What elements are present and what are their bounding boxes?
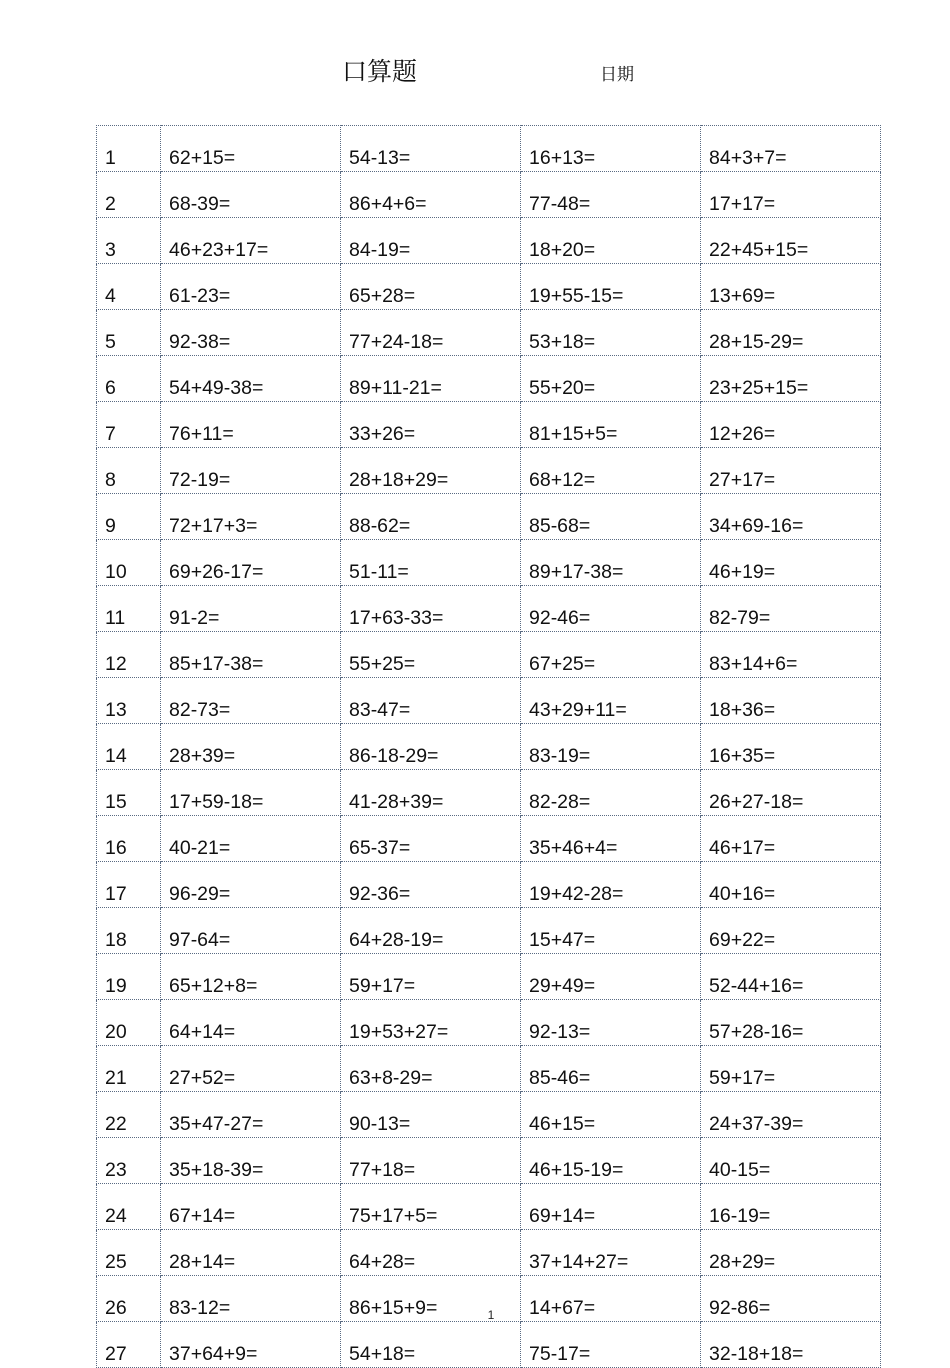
problem-cell: 77-48= bbox=[521, 172, 701, 218]
row-number: 11 bbox=[97, 586, 161, 632]
table-row bbox=[97, 540, 881, 586]
problem-cell: 17+17= bbox=[701, 172, 881, 218]
problem-cell: 61-23= bbox=[161, 264, 341, 310]
problem-cell: 40-15= bbox=[701, 1138, 881, 1184]
problem-cell: 16+13= bbox=[521, 126, 701, 172]
problem-cell: 62+15= bbox=[161, 126, 341, 172]
problem-cell: 85-46= bbox=[521, 1046, 701, 1092]
table-row bbox=[97, 218, 881, 264]
row-number: 24 bbox=[97, 1184, 161, 1230]
problem-cell: 69+26-17= bbox=[161, 540, 341, 586]
row-number: 1 bbox=[97, 126, 161, 172]
problem-cell: 55+20= bbox=[521, 356, 701, 402]
problem-cell: 83-47= bbox=[341, 678, 521, 724]
problem-cell: 64+14= bbox=[161, 1000, 341, 1046]
table-row bbox=[97, 1138, 881, 1184]
problem-cell: 28+14= bbox=[161, 1230, 341, 1276]
problem-cell: 16-19= bbox=[701, 1184, 881, 1230]
problem-cell: 19+55-15= bbox=[521, 264, 701, 310]
problem-cell: 67+14= bbox=[161, 1184, 341, 1230]
problem-cell: 29+49= bbox=[521, 954, 701, 1000]
row-number: 5 bbox=[97, 310, 161, 356]
problem-cell: 65+12+8= bbox=[161, 954, 341, 1000]
table-row bbox=[97, 402, 881, 448]
row-number: 7 bbox=[97, 402, 161, 448]
problem-cell: 67+25= bbox=[521, 632, 701, 678]
problem-cell: 57+28-16= bbox=[701, 1000, 881, 1046]
row-number: 12 bbox=[97, 632, 161, 678]
problem-cell: 28+15-29= bbox=[701, 310, 881, 356]
problem-cell: 35+46+4= bbox=[521, 816, 701, 862]
table-row bbox=[97, 816, 881, 862]
table-row bbox=[97, 1046, 881, 1092]
date-label: 日期 bbox=[600, 65, 634, 85]
row-number: 10 bbox=[97, 540, 161, 586]
problem-cell: 81+15+5= bbox=[521, 402, 701, 448]
row-number: 27 bbox=[97, 1322, 161, 1368]
problem-cell: 85+17-38= bbox=[161, 632, 341, 678]
problem-cell: 83+14+6= bbox=[701, 632, 881, 678]
problem-cell: 84+3+7= bbox=[701, 126, 881, 172]
table-row bbox=[97, 494, 881, 540]
table-row bbox=[97, 1184, 881, 1230]
problem-cell: 89+11-21= bbox=[341, 356, 521, 402]
problem-cell: 75-17= bbox=[521, 1322, 701, 1368]
problem-cell: 15+47= bbox=[521, 908, 701, 954]
problem-cell: 28+39= bbox=[161, 724, 341, 770]
problem-cell: 54-13= bbox=[341, 126, 521, 172]
problem-cell: 92-46= bbox=[521, 586, 701, 632]
table-row bbox=[97, 908, 881, 954]
table-row bbox=[97, 172, 881, 218]
problem-cell: 65+28= bbox=[341, 264, 521, 310]
problem-cell: 84-19= bbox=[341, 218, 521, 264]
problem-cell: 34+69-16= bbox=[701, 494, 881, 540]
problem-cell: 14+67= bbox=[521, 1276, 701, 1322]
table-row bbox=[97, 126, 881, 172]
table-row bbox=[97, 1092, 881, 1138]
problem-cell: 82-73= bbox=[161, 678, 341, 724]
problem-cell: 17+63-33= bbox=[341, 586, 521, 632]
problem-cell: 16+35= bbox=[701, 724, 881, 770]
problem-cell: 46+17= bbox=[701, 816, 881, 862]
problem-cell: 37+64+9= bbox=[161, 1322, 341, 1368]
problem-cell: 59+17= bbox=[341, 954, 521, 1000]
problem-cell: 90-13= bbox=[341, 1092, 521, 1138]
row-number: 6 bbox=[97, 356, 161, 402]
problem-cell: 68+12= bbox=[521, 448, 701, 494]
table-row bbox=[97, 586, 881, 632]
page-title: 口算题 bbox=[342, 57, 418, 86]
problem-cell: 64+28= bbox=[341, 1230, 521, 1276]
problem-cell: 91-2= bbox=[161, 586, 341, 632]
problem-cell: 35+18-39= bbox=[161, 1138, 341, 1184]
problem-table-body bbox=[97, 126, 881, 1368]
table-row bbox=[97, 264, 881, 310]
problem-cell: 53+18= bbox=[521, 310, 701, 356]
problem-cell: 77+18= bbox=[341, 1138, 521, 1184]
problem-cell: 22+45+15= bbox=[701, 218, 881, 264]
table-row bbox=[97, 862, 881, 908]
problem-cell: 54+18= bbox=[341, 1322, 521, 1368]
table-row bbox=[97, 356, 881, 402]
problem-cell: 35+47-27= bbox=[161, 1092, 341, 1138]
problem-cell: 92-38= bbox=[161, 310, 341, 356]
problem-cell: 33+26= bbox=[341, 402, 521, 448]
problem-cell: 46+23+17= bbox=[161, 218, 341, 264]
problem-cell: 19+42-28= bbox=[521, 862, 701, 908]
row-number: 22 bbox=[97, 1092, 161, 1138]
table-row bbox=[97, 310, 881, 356]
table-row bbox=[97, 954, 881, 1000]
problem-cell: 43+29+11= bbox=[521, 678, 701, 724]
problem-cell: 13+69= bbox=[701, 264, 881, 310]
row-number: 25 bbox=[97, 1230, 161, 1276]
page-number: 1 bbox=[487, 1308, 495, 1322]
problem-cell: 76+11= bbox=[161, 402, 341, 448]
problem-cell: 18+20= bbox=[521, 218, 701, 264]
row-number: 18 bbox=[97, 908, 161, 954]
problem-cell: 59+17= bbox=[701, 1046, 881, 1092]
problem-cell: 23+25+15= bbox=[701, 356, 881, 402]
row-number: 14 bbox=[97, 724, 161, 770]
problem-cell: 82-79= bbox=[701, 586, 881, 632]
problem-cell: 65-37= bbox=[341, 816, 521, 862]
problem-cell: 64+28-19= bbox=[341, 908, 521, 954]
row-number: 13 bbox=[97, 678, 161, 724]
row-number: 2 bbox=[97, 172, 161, 218]
problem-cell: 96-29= bbox=[161, 862, 341, 908]
problem-cell: 27+52= bbox=[161, 1046, 341, 1092]
problem-cell: 40-21= bbox=[161, 816, 341, 862]
row-number: 15 bbox=[97, 770, 161, 816]
problem-cell: 37+14+27= bbox=[521, 1230, 701, 1276]
row-number: 4 bbox=[97, 264, 161, 310]
table-row bbox=[97, 724, 881, 770]
problem-cell: 26+27-18= bbox=[701, 770, 881, 816]
problem-cell: 19+53+27= bbox=[341, 1000, 521, 1046]
row-number: 17 bbox=[97, 862, 161, 908]
problem-cell: 69+14= bbox=[521, 1184, 701, 1230]
problem-cell: 86+4+6= bbox=[341, 172, 521, 218]
problem-cell: 92-36= bbox=[341, 862, 521, 908]
problem-cell: 89+17-38= bbox=[521, 540, 701, 586]
problem-cell: 55+25= bbox=[341, 632, 521, 678]
problem-cell: 97-64= bbox=[161, 908, 341, 954]
problem-cell: 28+18+29= bbox=[341, 448, 521, 494]
problem-cell: 52-44+16= bbox=[701, 954, 881, 1000]
problem-cell: 46+15-19= bbox=[521, 1138, 701, 1184]
problem-cell: 40+16= bbox=[701, 862, 881, 908]
row-number: 20 bbox=[97, 1000, 161, 1046]
row-number: 26 bbox=[97, 1276, 161, 1322]
problem-cell: 63+8-29= bbox=[341, 1046, 521, 1092]
problem-cell: 75+17+5= bbox=[341, 1184, 521, 1230]
problem-cell: 72-19= bbox=[161, 448, 341, 494]
problem-cell: 85-68= bbox=[521, 494, 701, 540]
problem-cell: 83-19= bbox=[521, 724, 701, 770]
problem-cell: 77+24-18= bbox=[341, 310, 521, 356]
problem-cell: 54+49-38= bbox=[161, 356, 341, 402]
row-number: 16 bbox=[97, 816, 161, 862]
problem-cell: 86+15+9= bbox=[341, 1276, 521, 1322]
table-row bbox=[97, 1000, 881, 1046]
problem-cell: 32-18+18= bbox=[701, 1322, 881, 1368]
problem-cell: 92-13= bbox=[521, 1000, 701, 1046]
table-row bbox=[97, 678, 881, 724]
problem-cell: 12+26= bbox=[701, 402, 881, 448]
row-number: 3 bbox=[97, 218, 161, 264]
problem-cell: 17+59-18= bbox=[161, 770, 341, 816]
table-row bbox=[97, 770, 881, 816]
problem-cell: 83-12= bbox=[161, 1276, 341, 1322]
problem-cell: 41-28+39= bbox=[341, 770, 521, 816]
row-number: 19 bbox=[97, 954, 161, 1000]
table-row bbox=[97, 632, 881, 678]
table-row bbox=[97, 1230, 881, 1276]
problem-cell: 69+22= bbox=[701, 908, 881, 954]
problem-cell: 46+15= bbox=[521, 1092, 701, 1138]
problem-cell: 24+37-39= bbox=[701, 1092, 881, 1138]
problem-cell: 88-62= bbox=[341, 494, 521, 540]
problem-table bbox=[96, 125, 881, 1368]
problem-cell: 72+17+3= bbox=[161, 494, 341, 540]
problem-cell: 92-86= bbox=[701, 1276, 881, 1322]
row-number: 23 bbox=[97, 1138, 161, 1184]
problem-cell: 27+17= bbox=[701, 448, 881, 494]
row-number: 9 bbox=[97, 494, 161, 540]
problem-cell: 46+19= bbox=[701, 540, 881, 586]
row-number: 8 bbox=[97, 448, 161, 494]
problem-cell: 68-39= bbox=[161, 172, 341, 218]
problem-cell: 82-28= bbox=[521, 770, 701, 816]
table-row bbox=[97, 448, 881, 494]
problem-cell: 86-18-29= bbox=[341, 724, 521, 770]
row-number: 21 bbox=[97, 1046, 161, 1092]
problem-cell: 28+29= bbox=[701, 1230, 881, 1276]
problem-cell: 18+36= bbox=[701, 678, 881, 724]
problem-cell: 51-11= bbox=[341, 540, 521, 586]
